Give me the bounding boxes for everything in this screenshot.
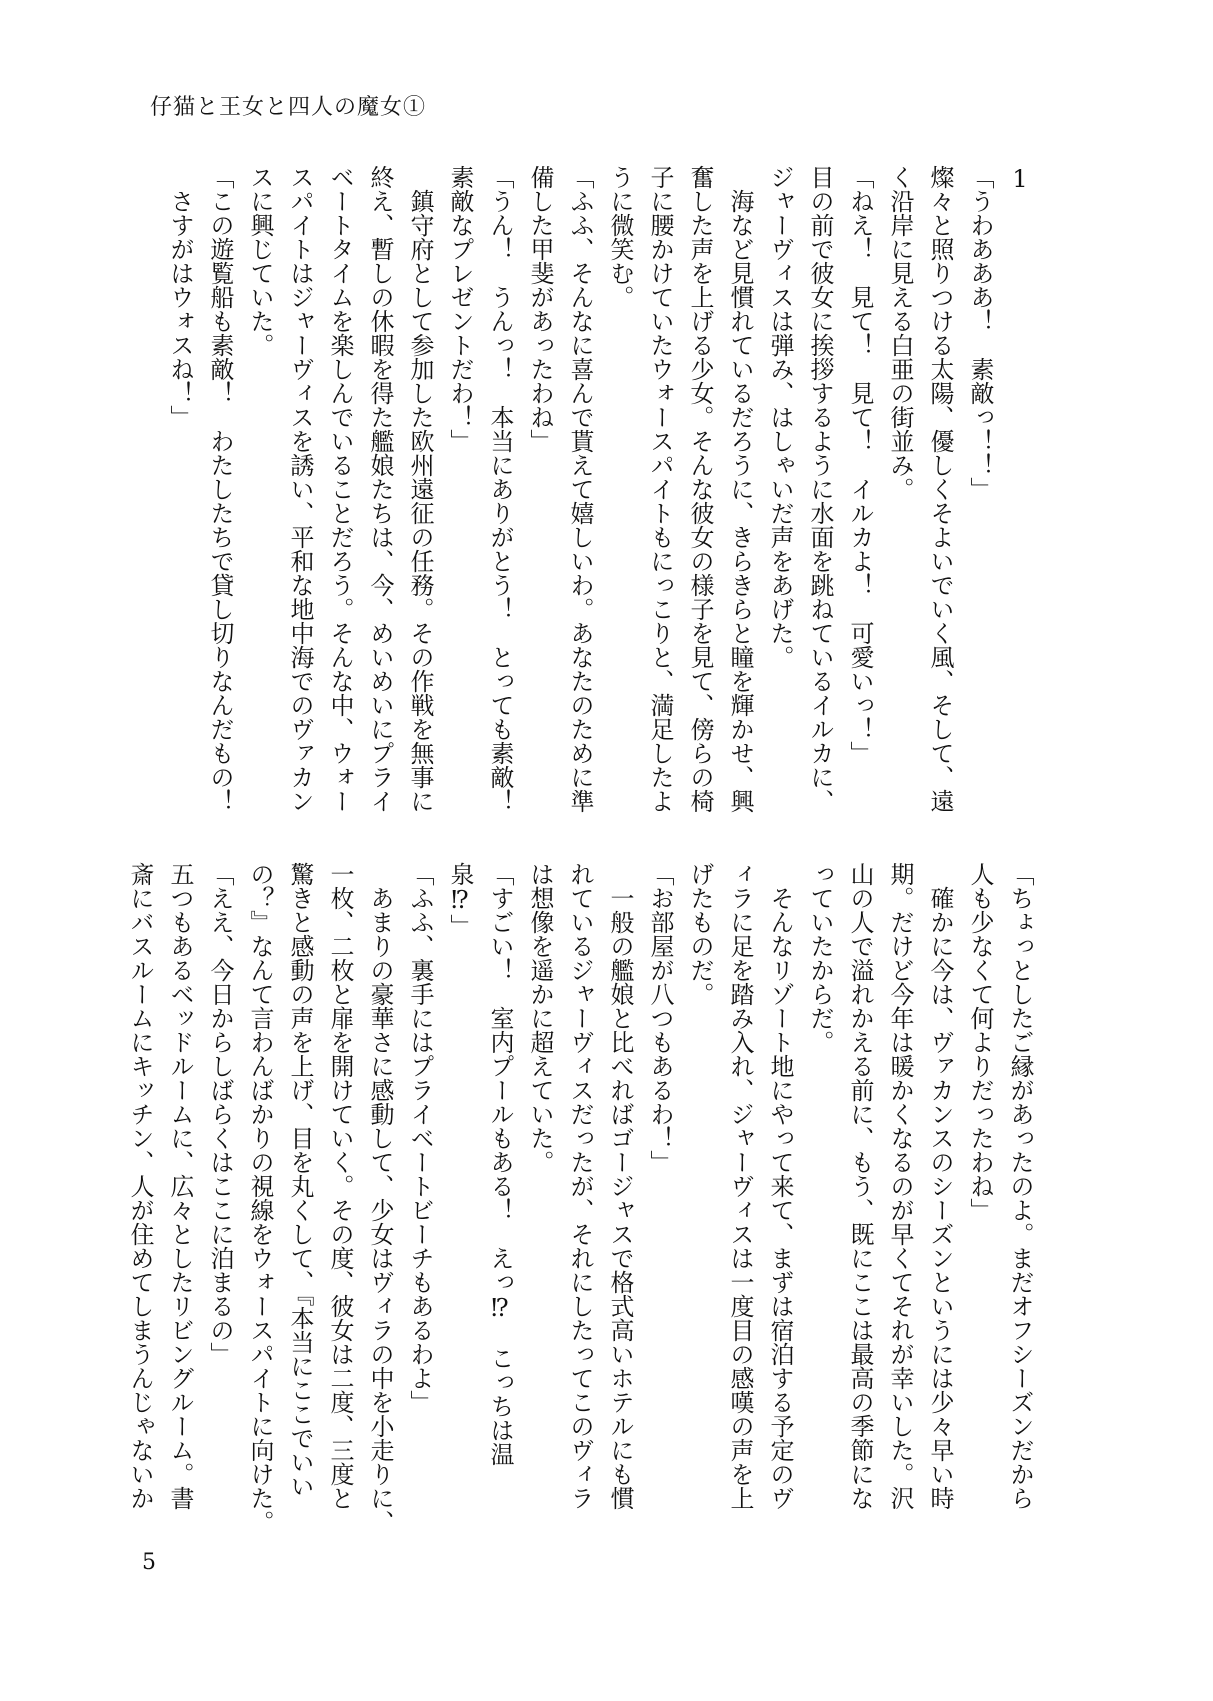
text-line: 一枚、二枚と扉を開けていく。その度、彼女は二度、三度と xyxy=(326,862,354,1510)
text-line: 目の前で彼女に挨拶するように水面を跳ねているイルカに、 xyxy=(806,165,834,813)
text-line: 「ねえ！ 見て！ 見て！ イルカよ！ 可愛いっ！」 xyxy=(846,165,874,765)
text-line: 子に腰かけていたウォースパイトもにっこりと、満足したよ xyxy=(646,165,674,813)
text-line: 備した甲斐があったわね」 xyxy=(526,165,554,453)
text-line: げたものだ。 xyxy=(686,862,714,1006)
text-line: 「この遊覧船も素敵！ わたしたちで貸し切りなんだもの！ xyxy=(206,165,234,813)
text-line: ィラに足を踏み入れ、ジャーヴィスは一度目の感嘆の声を上 xyxy=(726,862,754,1510)
text-line: 鎮守府として参加した欧州遠征の任務。その作戦を無事に xyxy=(406,165,434,813)
text-line: ジャーヴィスは弾み、はしゃいだ声をあげた。 xyxy=(766,165,794,669)
text-line: 期。だけど今年は暖かくなるのが早くてそれが幸いした。沢 xyxy=(886,862,914,1510)
running-head-title: 仔猫と王女と四人の魔女① xyxy=(150,95,427,120)
text-line: の？』なんて言わんばかりの視線をウォースパイトに向けた。 xyxy=(246,862,274,1534)
text-line: そんなリゾート地にやって来て、まずは宿泊する予定のヴ xyxy=(766,862,794,1510)
page-number: 5 xyxy=(142,1550,156,1575)
text-block-top xyxy=(120,165,1040,825)
text-line: 奮した声を上げる少女。そんな彼女の様子を見て、傍らの椅 xyxy=(686,165,714,813)
text-line: さすがはウォスね！」 xyxy=(166,165,194,429)
text-line: スに興じていた。 xyxy=(246,165,274,357)
text-line: うに微笑む。 xyxy=(606,165,634,309)
text-line: は想像を遥かに超えていた。 xyxy=(526,862,554,1174)
text-line: っていたからだ。 xyxy=(806,862,834,1054)
text-line: ベートタイムを楽しんでいることだろう。そんな中、ウォー xyxy=(326,165,354,813)
text-line: 燦々と照りつける太陽、優しくそよいでいく風、そして、遠 xyxy=(926,165,954,813)
text-line: 「ちょっとしたご縁があったのよ。まだオフシーズンだから xyxy=(1006,862,1034,1510)
text-line: 「うん！ うんっ！ 本当にありがとう！ とっても素敵！ xyxy=(486,165,514,813)
text-line: スパイトはジャーヴィスを誘い、平和な地中海でのヴァカン xyxy=(286,165,314,813)
text-line: 「ええ、今日からしばらくはここに泊まるの」 xyxy=(206,862,234,1366)
text-line: 海など見慣れているだろうに、きらきらと瞳を輝かせ、興 xyxy=(726,165,754,813)
text-line: 泉⁉」 xyxy=(446,862,474,938)
text-line: 斎にバスルームにキッチン、人が住めてしまうんじゃないか xyxy=(126,862,154,1510)
text-line: 「ふふ、そんなに喜んで貰えて嬉しいわ。あなたのために準 xyxy=(566,165,594,813)
text-line: 人も少なくて何よりだったわね」 xyxy=(966,862,994,1222)
text-line: 「ふふ、裏手にはプライベートビーチもあるわよ」 xyxy=(406,862,434,1414)
text-line: 確かに今は、ヴァカンスのシーズンというには少々早い時 xyxy=(926,862,954,1510)
text-line: 山の人で溢れかえる前に、もう、既にここは最高の季節にな xyxy=(846,862,874,1510)
text-line: 驚きと感動の声を上げ、目を丸くして、『本当にここでいい xyxy=(286,862,314,1498)
text-line: れているジャーヴィスだったが、それにしたってこのヴィラ xyxy=(566,862,594,1510)
text-line: 「お部屋が八つもあるわ！」 xyxy=(646,862,674,1174)
text-line: 五つもあるベッドルームに、広々としたリビングルーム。書 xyxy=(166,862,194,1510)
text-block-bottom xyxy=(120,862,1040,1534)
text-line: あまりの豪華さに感動して、少女はヴィラの中を小走りに、 xyxy=(366,862,394,1534)
chapter-number: 1 xyxy=(1006,165,1034,193)
text-line: 素敵なプレゼントだわ！」 xyxy=(446,165,474,453)
text-line: 「うわあああ！ 素敵っ！！」 xyxy=(966,165,994,501)
text-line: 「すごい！ 室内プールもある！ えっ⁉ こっちは温 xyxy=(486,862,514,1466)
text-line: 一般の艦娘と比べればゴージャスで格式高いホテルにも慣 xyxy=(606,862,634,1510)
text-line: 終え、暫しの休暇を得た艦娘たちは、今、めいめいにプライ xyxy=(366,165,394,813)
text-line: く沿岸に見える白亜の街並み。 xyxy=(886,165,914,501)
